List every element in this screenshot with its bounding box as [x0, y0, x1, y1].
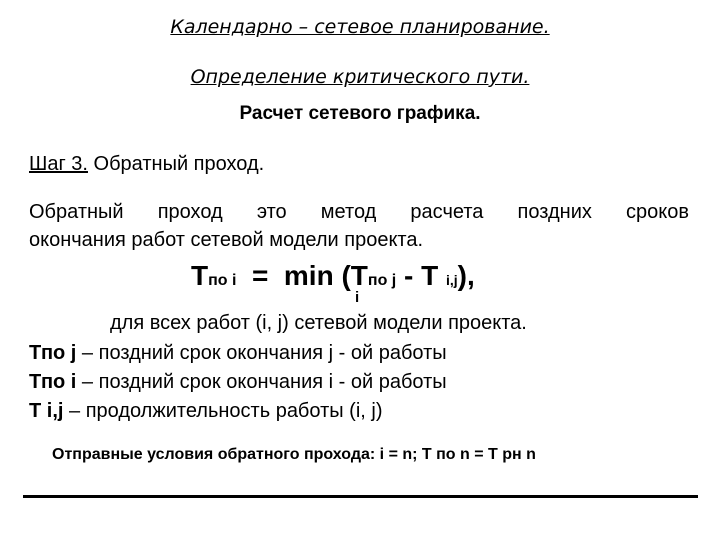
step-text: Обратный проход.: [87, 153, 265, 175]
paragraph-line-1: Обратный проход это метод расчета поздних сроков: [29, 201, 689, 223]
formula-lhs: Т: [191, 260, 209, 291]
formula-eq: = min (Т: [236, 260, 368, 291]
title-line-3: Расчет сетевого графика.: [239, 103, 481, 124]
formula-rhs-sub: по j: [367, 272, 397, 289]
definition-text: – продолжительность работы (i, j): [63, 400, 383, 422]
definition-text: – поздний срок окончания j - ой работы: [76, 342, 447, 364]
title-line-2: Определение критического пути.: [190, 66, 530, 88]
formula-min-index: i: [355, 289, 360, 306]
definition-paragraph: [29, 198, 689, 254]
formula-close: ),: [457, 260, 475, 291]
formula-minus: - Т: [396, 260, 446, 291]
definition-late-finish-j: [29, 342, 447, 365]
title-line-1: Календарно – сетевое планирование.: [170, 16, 550, 38]
formula: [191, 260, 475, 292]
for-all-works: для всех работ (i, j) сетевой модели проекта.: [110, 312, 527, 334]
paragraph-line-2: окончания работ сетевой модели проекта.: [29, 229, 424, 251]
formula-duration-sub: i,j: [446, 272, 458, 288]
definition-text: – поздний срок окончания i - ой работы: [76, 371, 447, 393]
definition-term: Т i,j: [29, 400, 64, 422]
definition-term: Тпо i: [29, 371, 77, 393]
bottom-divider: [23, 495, 698, 498]
definition-term: Тпо j: [29, 342, 77, 364]
step-heading: [29, 153, 264, 176]
starting-conditions: Отправные условия обратного прохода: i = n; Т по n = Т рн n: [52, 446, 536, 463]
definition-duration: [29, 400, 383, 423]
step-label: Шаг 3.: [29, 153, 88, 175]
definition-late-finish-i: [29, 371, 447, 394]
formula-lhs-sub: по i: [208, 272, 237, 289]
